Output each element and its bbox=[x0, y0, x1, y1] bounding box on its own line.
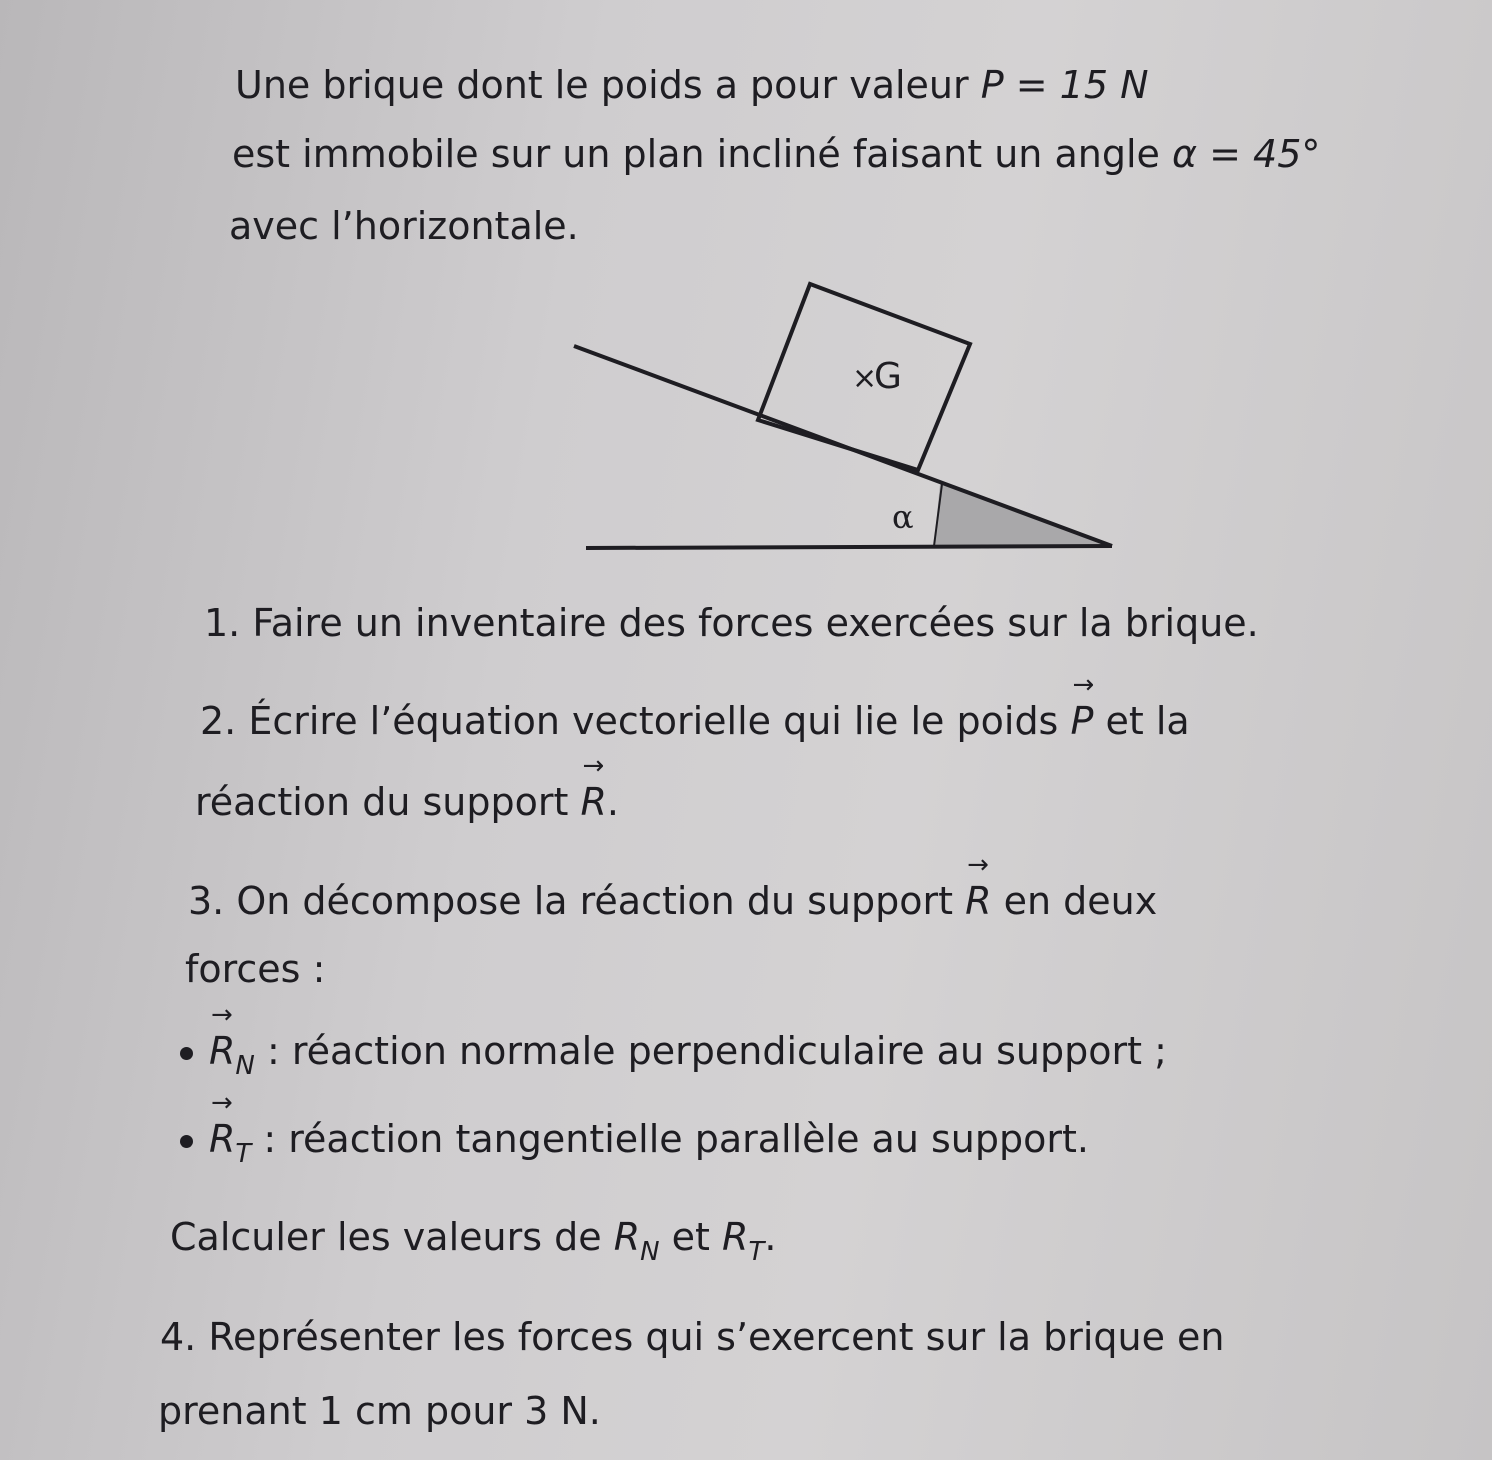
rt-subscript: T bbox=[748, 1237, 765, 1267]
calculation-line bbox=[170, 1215, 777, 1267]
statement-text-2: est immobile sur un plan incliné faisant un angle bbox=[232, 132, 1160, 176]
question-4-line-1 bbox=[160, 1315, 1225, 1359]
question-3-line-2-text: forces : bbox=[185, 947, 326, 991]
calculation-text: Calculer les valeurs de bbox=[170, 1215, 602, 1259]
statement-line-3 bbox=[229, 204, 579, 248]
inclined-plane-figure bbox=[570, 270, 1130, 570]
question-2-line-2 bbox=[195, 780, 619, 824]
center-of-mass-marker: × bbox=[852, 361, 878, 396]
question-2-line-1 bbox=[200, 699, 1190, 743]
question-3-line-1 bbox=[188, 879, 1158, 923]
bullet-tangential-reaction bbox=[180, 1117, 1089, 1169]
normal-subscript: N bbox=[235, 1051, 255, 1081]
reaction-vector-q3: → R bbox=[965, 882, 991, 920]
question-2-text-end: et la bbox=[1105, 699, 1190, 743]
angle-label: α bbox=[892, 498, 914, 536]
bullet-normal-reaction bbox=[180, 1029, 1167, 1081]
tangential-subscript: T bbox=[235, 1139, 252, 1169]
weight-value: P = 15 N bbox=[980, 63, 1149, 107]
weight-vector: → P bbox=[1070, 702, 1093, 740]
calculation-period: . bbox=[764, 1215, 777, 1259]
question-3-line-2 bbox=[185, 947, 326, 991]
question-2-line-2-text: réaction du support bbox=[195, 780, 569, 824]
tangential-reaction-vector: → R bbox=[209, 1120, 235, 1158]
question-3-text: 3. On décompose la réaction du support bbox=[188, 879, 954, 923]
question-4-text-2: prenant 1 cm pour 3 N. bbox=[158, 1389, 601, 1433]
normal-reaction-vector: → R bbox=[209, 1032, 235, 1070]
rt-symbol: R bbox=[722, 1215, 749, 1259]
rn-symbol: R bbox=[613, 1215, 641, 1259]
angle-value: α = 45° bbox=[1171, 132, 1321, 176]
question-4-text: 4. Représenter les forces qui s’exercent sur la brique en bbox=[160, 1315, 1225, 1359]
question-1 bbox=[204, 601, 1259, 645]
tangential-reaction-text: : réaction tangentielle parallèle au support. bbox=[251, 1117, 1089, 1161]
calculation-and: et bbox=[671, 1215, 710, 1259]
rn-subscript: N bbox=[640, 1237, 660, 1267]
question-3-text-end: en deux bbox=[1003, 879, 1158, 923]
ground-line bbox=[586, 546, 1112, 548]
bullet-dot bbox=[180, 1135, 193, 1148]
question-2-period: . bbox=[606, 780, 619, 824]
statement-line-2 bbox=[232, 132, 1321, 176]
question-2-text: 2. Écrire l’équation vectorielle qui lie le poids bbox=[200, 699, 1059, 743]
statement-line-1 bbox=[235, 63, 1149, 107]
reaction-vector: → R bbox=[581, 783, 607, 821]
statement-text-1: Une brique dont le poids a pour valeur bbox=[235, 63, 969, 107]
normal-reaction-text: : réaction normale perpendiculaire au support ; bbox=[254, 1029, 1167, 1073]
statement-text-3: avec l’horizontale. bbox=[229, 204, 579, 248]
center-of-mass-label: G bbox=[874, 356, 902, 397]
question-1-text: 1. Faire un inventaire des forces exercées sur la brique. bbox=[204, 601, 1259, 645]
question-4-line-2 bbox=[158, 1389, 601, 1433]
bullet-dot bbox=[180, 1047, 193, 1060]
